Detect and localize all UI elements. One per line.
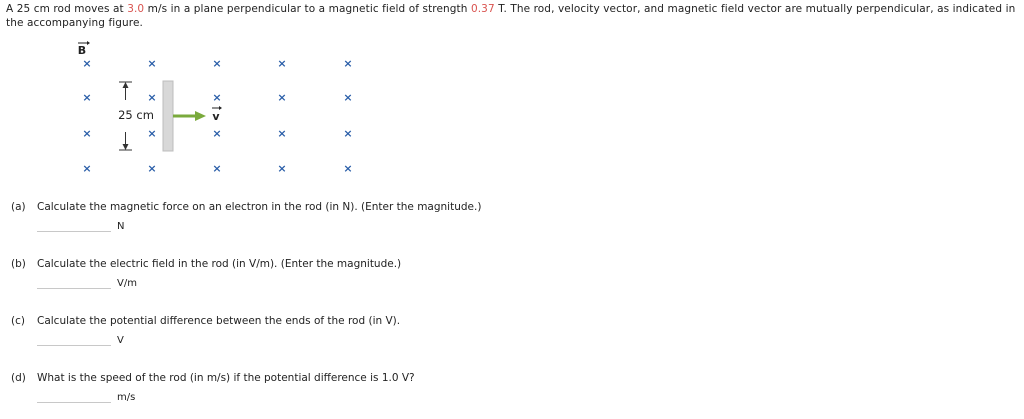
dimension-arrow-up [123,82,129,88]
v-vector-arrowhead [219,106,222,110]
field-marker-r1-c4: × [343,91,353,104]
field-marker-r0-c1: × [147,57,157,70]
answer-c [37,332,124,350]
velocity-arrow-head [195,111,206,121]
answer-c-input[interactable] [37,332,111,346]
problem-text-1: A 25 cm rod moves at [6,3,128,15]
dimension-arrow-down [123,144,129,150]
question-d-number: (d) [11,372,26,384]
question-c-number: (c) [11,315,25,327]
question-c [11,315,400,327]
problem-statement [6,2,1018,30]
answer-a [37,218,124,236]
figure-svg [60,38,380,188]
problem-text-2: m/s in a plane perpendicular to a magnetic field of strength [144,3,471,15]
field-marker-r0-c2: × [212,57,222,70]
rod-field-figure [60,38,380,188]
rod-length-label: 25 cm [118,108,154,122]
field-strength-value: 0.37 [470,3,495,15]
field-marker-r2-c3: × [277,127,287,140]
problem-text-3: T. The rod, velocity vector, and magnetic field vector are mutually perpendicular, as indicated in the accompanying figure. [6,3,1016,29]
answer-b-unit: V/m [117,278,137,289]
answer-a-input[interactable] [37,218,111,232]
magnetic-field-label: B [77,44,87,57]
field-marker-r2-c1: × [147,127,157,140]
question-d [11,372,415,384]
velocity-label: v [212,110,220,123]
field-marker-r0-c3: × [277,57,287,70]
field-marker-r0-c4: × [343,57,353,70]
field-marker-r1-c3: × [277,91,287,104]
field-marker-r2-c2: × [212,127,222,140]
question-b-number: (b) [11,258,26,270]
question-a-text: Calculate the magnetic force on an electron in the rod (in N). (Enter the magnitude.) [37,201,482,213]
question-c-text: Calculate the potential difference between the ends of the rod (in V). [37,315,401,327]
field-marker-r3-c3: × [277,162,287,175]
field-marker-r2-c0: × [82,127,92,140]
field-marker-r2-c4: × [343,127,353,140]
field-marker-r1-c0: × [82,91,92,104]
answer-d-input[interactable] [37,389,111,403]
field-marker-r3-c4: × [343,162,353,175]
field-marker-r1-c1: × [147,91,157,104]
field-marker-r0-c0: × [82,57,92,70]
b-vector-arrowhead [87,41,90,45]
field-marker-r3-c2: × [212,162,222,175]
question-a-number: (a) [11,201,26,213]
answer-d-unit: m/s [117,392,136,403]
answer-c-unit: V [117,335,124,346]
answer-b-input[interactable] [37,275,111,289]
question-d-text: What is the speed of the rod (in m/s) if the potential difference is 1.0 V? [37,372,415,384]
conducting-rod [163,81,173,151]
question-b-text: Calculate the electric field in the rod (in V/m). (Enter the magnitude.) [37,258,402,270]
answer-d [37,389,135,407]
field-marker-r1-c2: × [212,91,222,104]
field-marker-r3-c0: × [82,162,92,175]
question-b [11,258,401,270]
question-a [11,201,481,213]
field-marker-r3-c1: × [147,162,157,175]
answer-b [37,275,137,293]
answer-a-unit: N [117,221,125,232]
rod-speed-value: 3.0 [127,3,145,15]
